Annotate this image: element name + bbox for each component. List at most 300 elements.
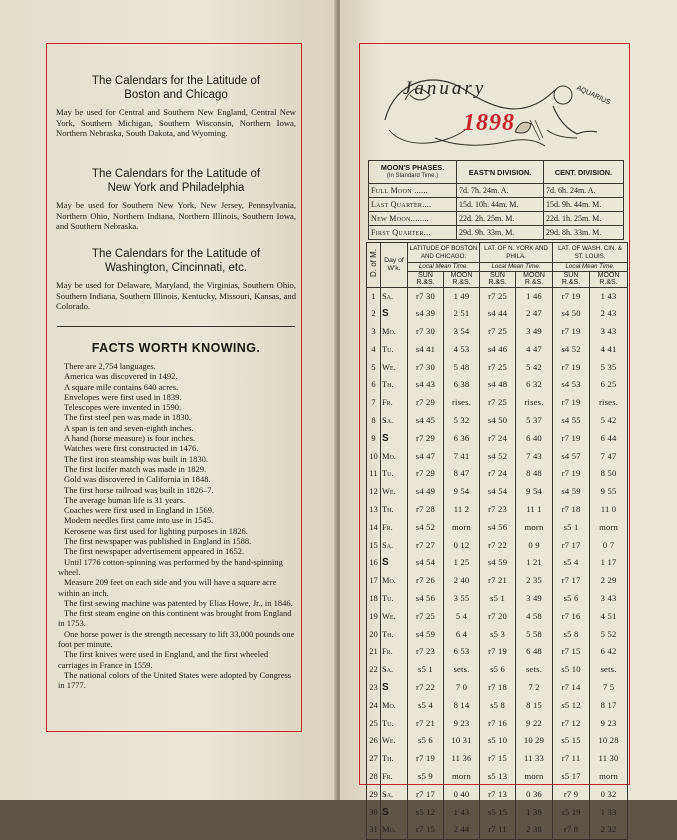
moon-washington: sets.	[590, 661, 628, 679]
day-of-week: Mo.	[381, 821, 408, 839]
day-of-week: Tu.	[381, 590, 408, 608]
moon-phase-row	[369, 226, 624, 240]
day-of-week: Fr.	[381, 394, 408, 412]
day-of-week: S	[381, 305, 408, 323]
sun-washington: r7 18	[553, 501, 590, 519]
sun-washington: s5 15	[553, 732, 590, 750]
title-line: New York and Philadelphia	[107, 182, 245, 194]
day-of-week: Tu.	[381, 341, 408, 359]
sun-newyork: s5 13	[480, 768, 516, 786]
day-number: 18	[367, 590, 381, 608]
calendar-day-row	[367, 732, 628, 750]
sun-boston: r7 19	[408, 750, 444, 768]
calendar-day-row	[367, 341, 628, 359]
moon-newyork: 1 38	[516, 804, 553, 822]
moon-newyork: 6 48	[516, 643, 553, 661]
day-of-week: Mo.	[381, 448, 408, 466]
phase-cent-time: 15d. 9h. 44m. M.	[543, 198, 623, 212]
moon-boston: 9 54	[444, 483, 480, 501]
moon-boston: 1 25	[444, 554, 480, 572]
sun-newyork: r7 21	[480, 572, 516, 590]
phases-header-sub: (In Standard Time.)	[386, 173, 439, 179]
day-number: 10	[367, 448, 381, 466]
sun-newyork: s4 50	[480, 412, 516, 430]
sun-boston: r7 30	[408, 323, 444, 341]
calendar-day-row	[367, 643, 628, 661]
moon-header: MOON R.&S.	[444, 271, 480, 287]
day-number: 20	[367, 626, 381, 644]
moon-newyork: sets.	[516, 661, 553, 679]
east-division-header: EAST'N DIVISION.	[457, 161, 544, 184]
day-number: 2	[367, 305, 381, 323]
calendar-day-row	[367, 394, 628, 412]
phase-east-time: 15d. 10h. 44m. M.	[457, 198, 544, 212]
local-mean-time-label: Local Mean Time.	[480, 263, 553, 272]
sun-washington: s5 10	[553, 661, 590, 679]
divider-rule	[57, 326, 295, 327]
sun-boston: s4 47	[408, 448, 444, 466]
moon-washington: 6 44	[590, 430, 628, 448]
fact-item: The first iron steamship was built in 1830.	[64, 453, 209, 464]
moon-boston: 2 44	[444, 821, 480, 839]
sun-newyork: s5 3	[480, 626, 516, 644]
day-number: 30	[367, 804, 381, 822]
sun-newyork: s5 6	[480, 661, 516, 679]
calendar-day-row	[367, 661, 628, 679]
fact-item: The first steam engine on this continent was brought from England in 1753.	[58, 608, 292, 629]
sun-boston: s5 9	[408, 768, 444, 786]
moon-newyork: 5 37	[516, 412, 553, 430]
calendar-day-row	[367, 804, 628, 822]
sun-newyork: r7 25	[480, 287, 516, 305]
moon-newyork: morn	[516, 768, 553, 786]
sun-newyork: s4 54	[480, 483, 516, 501]
sun-boston: r7 30	[408, 287, 444, 305]
ornament-scroll-icon	[375, 60, 615, 156]
day-number: 19	[367, 608, 381, 626]
sun-newyork: r7 25	[480, 394, 516, 412]
sun-washington: r7 19	[553, 430, 590, 448]
day-of-week: Th.	[381, 626, 408, 644]
moon-boston: 5 32	[444, 412, 480, 430]
sun-washington: r7 15	[553, 643, 590, 661]
facts-list	[58, 361, 296, 691]
fact-item: Telescopes were invented in 1590.	[64, 402, 182, 413]
sun-newyork: r7 16	[480, 715, 516, 733]
calendar-day-row	[367, 448, 628, 466]
day-number: 29	[367, 786, 381, 804]
day-number: 16	[367, 554, 381, 572]
sun-boston: s4 52	[408, 519, 444, 537]
sun-washington: r7 19	[553, 323, 590, 341]
moon-washington: 0 7	[590, 537, 628, 555]
facts-title: FACTS WORTH KNOWING.	[91, 341, 261, 355]
moon-newyork: 1 21	[516, 554, 553, 572]
day-of-month-header	[367, 243, 381, 288]
day-number: 1	[367, 287, 381, 305]
sun-boston: r7 29	[408, 465, 444, 483]
moon-boston: 1 49	[444, 287, 480, 305]
sun-washington: r7 17	[553, 572, 590, 590]
day-number: 26	[367, 732, 381, 750]
sun-boston: s4 45	[408, 412, 444, 430]
moon-washington: 2 43	[590, 305, 628, 323]
sun-boston: s4 56	[408, 590, 444, 608]
phases-header	[369, 161, 457, 184]
calendar-day-row	[367, 412, 628, 430]
month-name: January	[403, 78, 487, 99]
calendar-day-row	[367, 501, 628, 519]
fact-item: The average human life is 31 years.	[64, 494, 186, 505]
sun-washington: r7 16	[553, 608, 590, 626]
sun-boston: r7 21	[408, 715, 444, 733]
moon-newyork: 8 15	[516, 697, 553, 715]
sun-washington: r7 12	[553, 715, 590, 733]
sun-washington: s4 57	[553, 448, 590, 466]
sun-newyork: s4 44	[480, 305, 516, 323]
moon-washington: 2 29	[590, 572, 628, 590]
day-number: 9	[367, 430, 381, 448]
calendar-day-row	[367, 465, 628, 483]
day-of-week: Sa.	[381, 537, 408, 555]
phase-name: New Moon........	[369, 212, 457, 226]
moon-header: MOON R.&S.	[590, 271, 628, 287]
phases-header-title: MOON'S PHASES.	[380, 163, 445, 172]
sun-boston: s4 49	[408, 483, 444, 501]
moon-boston: 11 2	[444, 501, 480, 519]
lat-boston-header: LATITUDE OF BOSTON AND CHICAGO.	[408, 243, 480, 263]
title-line: Washington, Cincinnati, etc.	[104, 262, 248, 274]
day-of-week: Th.	[381, 501, 408, 519]
moon-boston: 6 38	[444, 376, 480, 394]
sun-boston: r7 27	[408, 537, 444, 555]
day-number: 8	[367, 412, 381, 430]
calendar-note-text: May be used for Central and Southern New England, Central New York, Southern Michigan, Southern Wisconsin, Northern Iowa, Northern Nebraska, South Dakota, and Wyoming.	[56, 107, 296, 139]
moon-newyork: 0 36	[516, 786, 553, 804]
sun-newyork: r7 22	[480, 537, 516, 555]
fact-item: America was discovered in 1492.	[64, 371, 178, 382]
fact-item: Gold was discovered in California in 1848.	[64, 474, 211, 485]
moon-boston: 7 41	[444, 448, 480, 466]
sun-washington: r7 8	[553, 821, 590, 839]
moon-newyork: 3 49	[516, 590, 553, 608]
day-number: 28	[367, 768, 381, 786]
sun-boston: r7 22	[408, 679, 444, 697]
moon-newyork: 7 43	[516, 448, 553, 466]
sun-washington: s5 19	[553, 804, 590, 822]
moon-header: MOON R.&S.	[516, 271, 553, 287]
sun-washington: r7 14	[553, 679, 590, 697]
day-of-week: Fr.	[381, 643, 408, 661]
moon-boston: 3 55	[444, 590, 480, 608]
moon-washington: 9 55	[590, 483, 628, 501]
day-number: 6	[367, 376, 381, 394]
daily-calendar-table	[366, 242, 628, 840]
moon-newyork: 11 33	[516, 750, 553, 768]
moon-washington: 8 17	[590, 697, 628, 715]
day-of-week: We.	[381, 359, 408, 377]
fact-item: Measure 209 feet on each side and you will have a square acre within an inch.	[58, 577, 277, 598]
moon-washington: 11 30	[590, 750, 628, 768]
calendar-day-row	[367, 572, 628, 590]
sun-washington: r7 9	[553, 786, 590, 804]
sun-boston: s4 41	[408, 341, 444, 359]
day-of-week: Mo.	[381, 323, 408, 341]
day-of-week: S	[381, 430, 408, 448]
phase-name: First Quarter...	[369, 226, 457, 240]
calendar-day-row	[367, 554, 628, 572]
sun-boston: s5 1	[408, 661, 444, 679]
calendar-day-row	[367, 608, 628, 626]
day-of-week: Sa.	[381, 786, 408, 804]
moon-boston: 5 4	[444, 608, 480, 626]
moon-newyork: 3 49	[516, 323, 553, 341]
sun-newyork: r7 18	[480, 679, 516, 697]
moon-newyork: rises.	[516, 394, 553, 412]
day-number: 23	[367, 679, 381, 697]
moon-washington: 6 42	[590, 643, 628, 661]
sun-boston: s4 43	[408, 376, 444, 394]
moon-washington: 2 32	[590, 821, 628, 839]
moon-washington: 4 51	[590, 608, 628, 626]
moon-washington: 1 33	[590, 804, 628, 822]
sun-newyork: r7 19	[480, 643, 516, 661]
sun-header: SUN R.&S.	[480, 271, 516, 287]
sun-washington: s5 4	[553, 554, 590, 572]
day-of-week: S	[381, 679, 408, 697]
moon-newyork: 4 58	[516, 608, 553, 626]
moon-newyork: 10 29	[516, 732, 553, 750]
sun-boston: r7 29	[408, 430, 444, 448]
day-of-week: S	[381, 804, 408, 822]
sun-header: SUN R.&S.	[408, 271, 444, 287]
sun-washington: r7 19	[553, 359, 590, 377]
sun-washington: s4 52	[553, 341, 590, 359]
day-number: 12	[367, 483, 381, 501]
moon-newyork: 4 47	[516, 341, 553, 359]
sun-newyork: r7 25	[480, 323, 516, 341]
phase-cent-time: 22d. 1h. 25m. M.	[543, 212, 623, 226]
day-of-week: We.	[381, 732, 408, 750]
day-of-week: Tu.	[381, 465, 408, 483]
calendar-day-row	[367, 376, 628, 394]
moon-washington: 6 25	[590, 376, 628, 394]
day-number: 17	[367, 572, 381, 590]
sun-washington: r7 19	[553, 465, 590, 483]
title-line: The Calendars for the Latitude of	[91, 168, 261, 180]
sun-boston: s5 12	[408, 804, 444, 822]
day-number: 5	[367, 359, 381, 377]
calendar-day-row	[367, 359, 628, 377]
calendar-day-row	[367, 537, 628, 555]
calendar-day-row	[367, 483, 628, 501]
moon-boston: 0 12	[444, 537, 480, 555]
moon-newyork: 11 1	[516, 501, 553, 519]
sun-washington: r7 11	[553, 750, 590, 768]
calendar-note-title	[56, 247, 296, 275]
day-of-week-header: Day of W'k.	[381, 243, 408, 288]
moon-washington: rises.	[590, 394, 628, 412]
moon-boston: 0 40	[444, 786, 480, 804]
sun-newyork: r7 23	[480, 501, 516, 519]
calendar-day-row	[367, 626, 628, 644]
sun-washington: r7 19	[553, 394, 590, 412]
moon-washington: 5 42	[590, 412, 628, 430]
sun-washington: s4 55	[553, 412, 590, 430]
calendar-note-washington	[56, 247, 296, 312]
day-of-week: Sa.	[381, 287, 408, 305]
sun-boston: s4 54	[408, 554, 444, 572]
day-of-week: Mo.	[381, 572, 408, 590]
sun-boston: s5 4	[408, 697, 444, 715]
moon-newyork: 0 9	[516, 537, 553, 555]
sun-boston: r7 26	[408, 572, 444, 590]
moon-washington: 7 5	[590, 679, 628, 697]
fact-item: A span is ten and seven-eighth inches.	[64, 422, 194, 433]
calendar-note-title	[56, 74, 296, 102]
moon-washington: 11 0	[590, 501, 628, 519]
moon-newyork: 2 35	[516, 572, 553, 590]
sun-newyork: r7 24	[480, 465, 516, 483]
moon-newyork: 6 32	[516, 376, 553, 394]
moon-washington: 1 43	[590, 287, 628, 305]
sun-newyork: s4 59	[480, 554, 516, 572]
sun-newyork: s5 15	[480, 804, 516, 822]
moon-washington: 5 35	[590, 359, 628, 377]
moon-boston: 8 14	[444, 697, 480, 715]
fact-item: One horse power is the strength necessary to lift 33,000 pounds one foot per minute.	[58, 628, 295, 650]
fact-item: The first knives were used in England, and the first wheeled carriages in France in 1559.	[58, 649, 269, 670]
fact-item: The first steel pen was made in 1830.	[64, 412, 191, 423]
calendar-day-row	[367, 786, 628, 804]
moon-boston: 10 31	[444, 732, 480, 750]
fact-item: There are 2,754 languages.	[64, 361, 156, 371]
calendar-day-row	[367, 715, 628, 733]
sun-boston: r7 30	[408, 359, 444, 377]
moon-washington: 10 28	[590, 732, 628, 750]
day-number: 31	[367, 821, 381, 839]
moon-phases-table	[368, 160, 624, 240]
title-line: The Calendars for the Latitude of	[91, 248, 261, 260]
calendar-note-newyork	[56, 167, 296, 232]
moon-washington: 4 41	[590, 341, 628, 359]
calendar-note-text: May be used for Southern New York, New Jersey, Pennsylvania, Northern Ohio, Northern Indiana, Northern Illinois, Southern Iowa, and Southern Nebraska.	[56, 200, 296, 232]
calendar-day-row	[367, 519, 628, 537]
title-line: The Calendars for the Latitude of	[91, 75, 261, 87]
sun-boston: r7 15	[408, 821, 444, 839]
sun-washington: r7 17	[553, 537, 590, 555]
day-of-week: Th.	[381, 376, 408, 394]
moon-newyork: 2 38	[516, 821, 553, 839]
moon-boston: 8 47	[444, 465, 480, 483]
moon-newyork: 6 40	[516, 430, 553, 448]
day-number: 7	[367, 394, 381, 412]
phase-east-time: 22d. 2h. 25m. M.	[457, 212, 544, 226]
calendar-note-boston	[56, 74, 296, 139]
day-of-week: Fr.	[381, 519, 408, 537]
sun-newyork: s5 1	[480, 590, 516, 608]
calendar-day-row	[367, 821, 628, 839]
calendar-day-row	[367, 590, 628, 608]
fact-item: A hand (horse measure) is four inches.	[64, 433, 196, 444]
sun-newyork: s5 10	[480, 732, 516, 750]
moon-boston: 2 40	[444, 572, 480, 590]
sun-washington: s5 8	[553, 626, 590, 644]
moon-newyork: 9 22	[516, 715, 553, 733]
calendar-day-row	[367, 768, 628, 786]
sun-washington: s4 59	[553, 483, 590, 501]
fact-item: The national colors of the United States were adopted by Congress in 1777.	[58, 669, 292, 691]
calendar-day-row	[367, 430, 628, 448]
month-header-illustration	[375, 60, 615, 156]
sun-boston: s4 39	[408, 305, 444, 323]
phase-cent-time: 29d. 8h. 33m. M.	[543, 226, 623, 240]
moon-boston: 2 51	[444, 305, 480, 323]
calendar-day-row	[367, 305, 628, 323]
day-number: 4	[367, 341, 381, 359]
day-number: 13	[367, 501, 381, 519]
sun-newyork: r7 25	[480, 359, 516, 377]
sun-washington: s5 6	[553, 590, 590, 608]
moon-boston: 9 23	[444, 715, 480, 733]
moon-newyork: 7 2	[516, 679, 553, 697]
day-of-week: We.	[381, 608, 408, 626]
calendar-day-row	[367, 679, 628, 697]
moon-newyork: 2 47	[516, 305, 553, 323]
sun-newyork: s4 56	[480, 519, 516, 537]
fact-item: Kerosene was first used for lighting purposes in 1826.	[64, 525, 248, 536]
sun-header: SUN R.&S.	[553, 271, 590, 287]
fact-item: The first newspaper was published in England in 1588.	[64, 536, 252, 547]
moon-newyork: 8 48	[516, 465, 553, 483]
fact-item: A square mile contains 640 acres.	[64, 381, 179, 392]
fact-item: Modern needles first came into use in 1545.	[64, 515, 214, 526]
fact-item: Envelopes were first used in 1839.	[64, 391, 182, 402]
sun-newyork: s5 8	[480, 697, 516, 715]
moon-washington: morn	[590, 768, 628, 786]
moon-boston: 11 36	[444, 750, 480, 768]
sun-washington: s5 12	[553, 697, 590, 715]
year: 1898	[463, 110, 515, 136]
sun-newyork: s4 48	[480, 376, 516, 394]
phase-east-time: 7d. 7h. 24m. A.	[457, 184, 544, 198]
sun-boston: s4 59	[408, 626, 444, 644]
fact-item: Watches were first constructed in 1476.	[64, 443, 199, 454]
moon-newyork: 9 54	[516, 483, 553, 501]
fact-item: The first newspaper advertisement appeared in 1652.	[64, 546, 245, 557]
day-number: 3	[367, 323, 381, 341]
local-mean-time-label: Local Mean Time.	[408, 263, 480, 272]
moon-boston: 7 0	[444, 679, 480, 697]
phase-name: Full Moon ......	[369, 184, 457, 198]
moon-boston: morn	[444, 768, 480, 786]
day-of-week: Sa.	[381, 661, 408, 679]
fact-item: The first lucifer match was made in 1829.	[64, 463, 207, 474]
day-of-month-label: D. of M.	[368, 249, 378, 278]
sun-newyork: s4 46	[480, 341, 516, 359]
day-number: 22	[367, 661, 381, 679]
sun-newyork: r7 20	[480, 608, 516, 626]
moon-washington: 5 52	[590, 626, 628, 644]
day-of-week: We.	[381, 483, 408, 501]
cent-division-header: CENT. DIVISION.	[543, 161, 623, 184]
moon-newyork: 1 46	[516, 287, 553, 305]
zodiac-label: AQUARIUS	[575, 84, 612, 107]
lat-washington-header: LAT. OF WASH. CIN. & ST. LOUIS.	[553, 243, 628, 263]
moon-boston: 3 54	[444, 323, 480, 341]
moon-boston: 6 4	[444, 626, 480, 644]
sun-washington: r7 19	[553, 287, 590, 305]
